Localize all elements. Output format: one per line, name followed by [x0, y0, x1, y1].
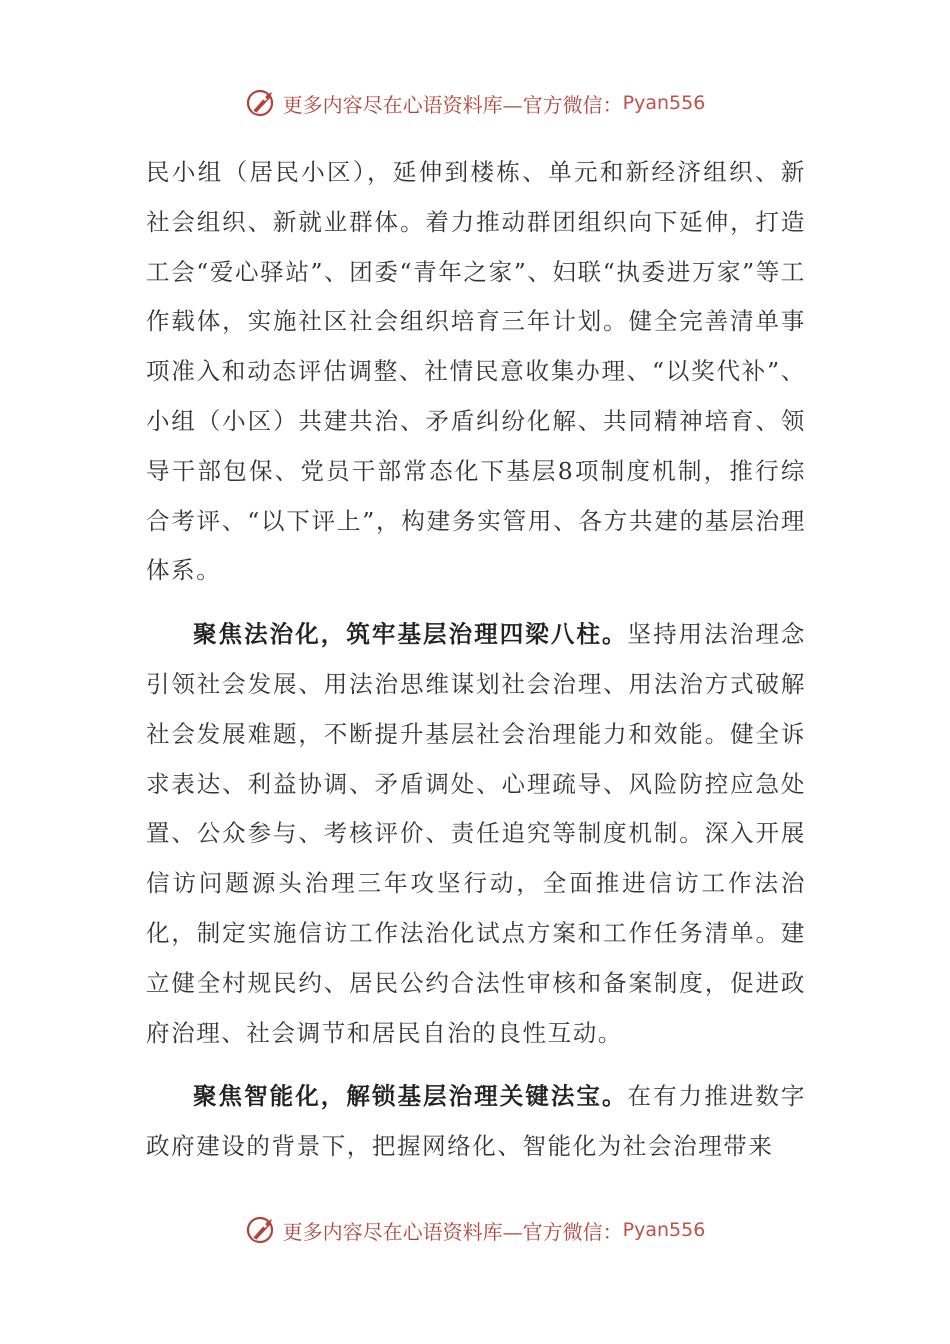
- paragraph-2: [146, 610, 806, 1058]
- footer-banner-text: 更多内容尽在心语资料库—官方微信：: [282, 1219, 623, 1244]
- paragraph-1: 民小组（居民小区），延伸到楼栋、单元和新经济组织、新社会组织、新就业群体。着力推动群团组织向下延伸，打造工会“爱心驿站”、团委“青年之家”、妇联“执委进万家”等工作载体，实施社区社会组织培育三年计划。健全完善清单事项准入和动态评估调整、社情民意收集办理、“以奖代补”、小组（小区）共建共治、矛盾纠纷化解、共同精神培育、领导干部包保、党员干部常态化下基层8项制度机制，推行综合考评、“以下评上”，构建务实管用、各方共建的基层治理体系。: [146, 158, 806, 585]
- document-body: [146, 148, 806, 1172]
- banner-wechat-handle: Pyan556: [622, 92, 706, 114]
- paragraph-2-lead: 聚焦法治化，筑牢基层治理四梁八柱。: [193, 620, 628, 649]
- pen-nib-logo-icon: [245, 1213, 279, 1247]
- footer-banner: [0, 1210, 950, 1250]
- footer-wechat-handle: Pyan556: [622, 1219, 706, 1241]
- header-banner: [0, 83, 950, 123]
- banner-text: 更多内容尽在心语资料库—官方微信：: [282, 92, 623, 117]
- pen-nib-logo-icon: [245, 86, 279, 120]
- paragraph-3-lead: 聚焦智能化，解锁基层治理关键法宝。: [193, 1082, 628, 1111]
- paragraph-3: [146, 1072, 806, 1172]
- paragraph-2-text: 坚持用法治理念引领社会发展、用法治思维谋划社会治理、用法治方式破解社会发展难题，不断提升基层社会治理能力和效能。健全诉求表达、利益协调、矛盾调处、心理疏导、风险防控应急处置、公众参与、考核评价、责任追究等制度机制。深入开展信访问题源头治理三年攻坚行动，全面推进信访工作法治化，制定实施信访工作法治化试点方案和工作任务清单。建立健全村规民约、居民公约合法性审核和备案制度，促进政府治理、社会调节和居民自治的良性互动。: [146, 620, 806, 1047]
- paragraph-3-text: 在有力推进数字政府建设的背景下，把握网络化、智能化为社会治理带来: [146, 1082, 806, 1161]
